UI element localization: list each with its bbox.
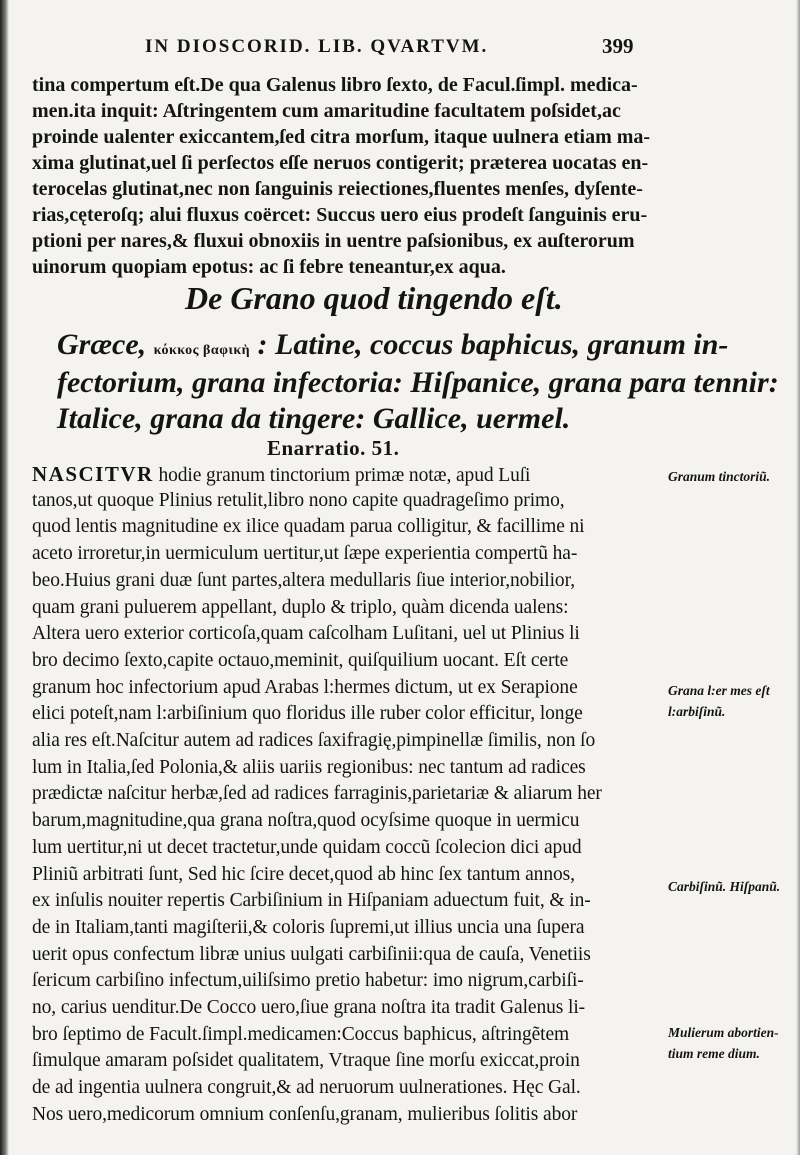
body-line (32, 889, 591, 913)
body-line-text: ſimulque amaram poſsidet qualitatem, Vtraque ſine morſu exiccat,proin (32, 1050, 580, 1072)
page-binding-shadow (0, 0, 9, 1155)
running-head: IN DIOSCORID. LIB. QVARTVM. (145, 36, 489, 57)
body-line-text: Altera uero exterior corticoſa,quam caſcolham Luſitani, uel ut Plinius li (32, 623, 580, 645)
body-line (32, 515, 585, 539)
body-line-text: de ad ingentia uulnera congruit,& ad neruorum uulnerationes. Hęc Gal. (32, 1077, 581, 1099)
names-line-pre: Italice, grana da tingere: Gallice, uermel. (57, 402, 571, 435)
body-line-text: no, carius uenditur.De Cocco uero,ſiue grana noſtra ita tradit Galenus li- (32, 997, 586, 1018)
page-number: 399 (602, 34, 634, 58)
body-line-text: ſericum carbiſino infectum,uiliſsimo pretio habetur: imo nigrum,carbiſi- (32, 970, 584, 992)
body-line (32, 756, 586, 780)
marginal-note: Mulierum abortien- tium reme dium. (668, 1025, 779, 1061)
body-line (32, 569, 575, 593)
body-line (32, 1103, 577, 1127)
body-line (32, 542, 577, 566)
body-line (32, 489, 565, 513)
body-line (32, 702, 583, 726)
body-line-text: aceto irroretur,in uermiculum uertitur,ut ſæpe experientia compertũ ha- (32, 543, 578, 565)
text-line: terocelas glutinat,nec non ſanguinis reiectiones,fluentes menſes, dyſente- (32, 178, 643, 200)
chapter-title: De Grano quod tingendo eſt. (185, 280, 563, 316)
body-line (32, 943, 591, 967)
body-line (32, 676, 578, 700)
text-line: proinde ualenter exiccantem,ſed citra morſum, itaque uulnera etiam ma- (32, 126, 651, 148)
text-line: ptioni per nares,& fluxui obnoxiis in uentre paſsionibus, ex auſterorum (32, 230, 635, 252)
body-line (32, 809, 579, 833)
names-line (57, 402, 570, 436)
body-line (32, 969, 584, 993)
body-line-text: alia res eſt.Naſcitur autem ad radices ſaxifragię,pimpinellæ ſimilis, non ſo (32, 730, 596, 751)
body-line-text: hodie granum tinctorium primæ notæ, apud Luſi (153, 465, 531, 486)
names-line-pre: Græce, (57, 328, 154, 361)
body-line (32, 996, 585, 1020)
body-line (32, 729, 595, 753)
text-line: uinorum quopiam epotus: ac ſi febre teneantur,ex aqua. (32, 256, 506, 278)
body-line-text: beo.Huius grani duæ ſunt partes,altera medullaris ſiue interior,nobilior, (32, 569, 575, 591)
body-line-text: quod lentis magnitudine ex ilice quadam parua colligitur, & facillime ni (32, 516, 585, 538)
body-line-text: Pliniũ arbitrati ſunt, Sed hic ſcire decet,quod ab hinc ſex tantum annos, (32, 863, 575, 885)
marginal-note: Carbiſinũ. Hiſpanũ. (668, 879, 781, 894)
body-line (32, 1076, 581, 1100)
text-line: xima glutinat,uel ſi perſectos eſſe neruos contigerit; præterea uocatas en- (32, 152, 649, 174)
text-line: men.ita inquit: Aſtringentem cum amaritudine facultatem poſsidet,ac (32, 100, 621, 122)
body-line-text: bro decimo ſexto,capite octauo,meminit, quiſquilium uocant. Eſt certe (32, 649, 569, 671)
names-line-pre: fectorium, grana infectoria: Hiſpanice, grana para tennir: (57, 366, 779, 399)
body-line (32, 622, 580, 646)
body-line-text: elici poteſt,nam l:arbiſinium quo floridus ille ruber color efficitur, longe (32, 703, 583, 725)
body-line (32, 649, 568, 673)
body-line-text: granum hoc infectorium apud Arabas l:hermes dictum, ut ex Serapione (32, 676, 578, 698)
body-line (32, 836, 582, 860)
text-line: rias,cęteroſq; alui fluxus coërcet: Succus uero eius prodeſt ſanguinis eru- (32, 204, 648, 226)
body-line-text: uerit opus confectum libræ unius uulgati carbiſinii:qua de cauſa, Venetiis (32, 943, 591, 965)
body-line (32, 916, 584, 940)
body-line (32, 462, 530, 488)
body-line (32, 782, 602, 806)
body-line-text: lum in Italia,ſed Polonia,& aliis uariis regionibus: nec tantum ad radices (32, 756, 586, 778)
body-line (32, 1049, 580, 1073)
body-line-text: barum,magnitudine,qua grana noſtra,quod ocyſsime quoque in uermicu (32, 810, 580, 832)
section-label: Enarratio. 51. (267, 436, 400, 460)
body-line-text: Nos uero,medicorum omnium conſenſu,granam, mulieribus ſolitis abor (32, 1103, 578, 1125)
text-line: tina compertum eſt.De qua Galenus libro ſexto, de Facul.ſimpl. medica- (32, 74, 638, 96)
body-line-text: prædictæ naſcitur herbæ,ſed ad radices farraginis,parietariæ & aliarum her (32, 783, 602, 805)
names-line (57, 328, 728, 362)
drop-caps-word: NASCITVR (32, 462, 154, 486)
body-line-text: de in Italiam,tanti magiſterii,& coloris ſupremi,ut illius uncia una ſupera (32, 916, 585, 938)
names-line (57, 366, 779, 400)
body-line-text: ex inſulis nouiter repertis Carbiſinium in Hiſpaniam aduectum fuit, & in- (32, 890, 591, 912)
body-line-text: quam grani puluerem appellant, duplo & triplo, quàm dicenda ualens: (32, 596, 569, 618)
body-line-text: lum uertitur,ni ut decet tractetur,unde quidam coccũ ſcolecion dici apud (32, 836, 582, 858)
body-line (32, 863, 575, 887)
marginal-note: Grana l:er mes eſt l:arbiſinũ. (668, 683, 770, 719)
names-line-post: : Latine, coccus baphicus, granum in- (250, 328, 729, 361)
body-line (32, 596, 568, 620)
greek-name: κόκκος βαφικὴ (153, 343, 251, 358)
marginal-note: Granum tinctoriũ. (668, 469, 771, 484)
body-line (32, 1023, 569, 1047)
body-line-text: bro ſeptimo de Facult.ſimpl.medicamen:Coccus baphicus, aſtringẽtem (32, 1023, 570, 1045)
body-line-text: tanos,ut quoque Plinius retulit,libro nono capite quadrageſimo primo, (32, 489, 565, 511)
page-edge (796, 0, 800, 1155)
